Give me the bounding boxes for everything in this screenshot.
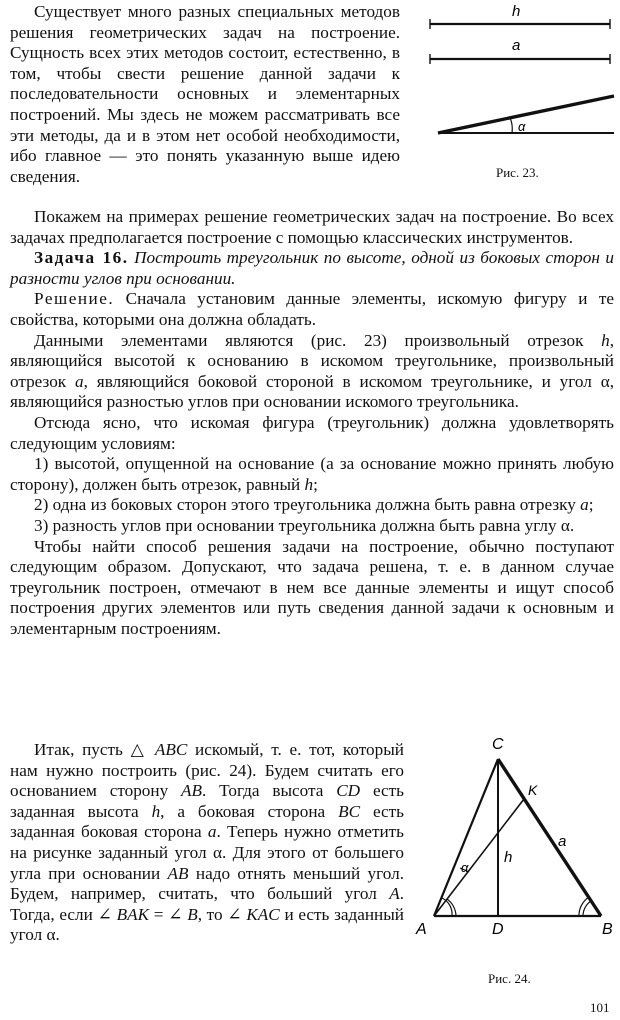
figure-24-caption: Рис. 24. (488, 971, 531, 986)
intro-paragraph: Существует много разных специальных методов решения геометрических задач на построение. Сущность всех этих методов состоит, естественно, в том, чтобы свести решение данной задачи к последовательности основных и элементарных построений. Мы здесь не можем рассматривать все эти методы, да и в этом нет особой необходимости, ибо главное — это понять указанную выше идею сведения. (10, 2, 400, 186)
analysis-A: A (389, 884, 400, 904)
analysis-h: h (151, 801, 161, 821)
given-text-2: , являющийся высотой к основанию в искомом треугольнике, произвольный отрезок (10, 330, 614, 391)
analysis-a: a (207, 822, 217, 842)
analysis-text-1: Итак, пусть △ (34, 740, 155, 759)
analysis-text-7: . Теперь нужно отметить на рисунке заданный угол α. Для этого от большего угла при основании (10, 822, 404, 883)
angle-A-arc-1 (442, 898, 452, 916)
given-text-4: , являющийся разностью углов при основании искомого треугольника. (10, 371, 615, 412)
given-text-1: Данными элементами являются (рис. 23) произвольный отрезок (34, 330, 602, 350)
condition-2-text: 2) одна из боковых сторон этого треугольника должна быть равна отрезку (34, 495, 581, 515)
label-alpha-24: α (461, 860, 469, 875)
page-number: 101 (590, 1000, 610, 1015)
analysis-bc: BC (338, 801, 361, 821)
given-text-3: , являющийся боковой стороной в искомом треугольнике, и угол (83, 371, 601, 391)
label-h-24: h (504, 849, 513, 866)
label-a-24: a (558, 833, 567, 850)
analysis-paragraph (10, 740, 404, 946)
solution-text: Сначала установим данные элементы, искомую фигуру и те свойства, которыми она должна обладать. (10, 289, 614, 329)
figure-23-caption: Рис. 23. (496, 165, 539, 180)
side-AC (434, 759, 498, 916)
analysis-text-9: . Тогда, если ∠ (10, 884, 404, 924)
task-16 (10, 248, 614, 289)
analysis-kac: KAC (246, 904, 280, 924)
condition-3: 3) разность углов при основании треугольника должна быть равна углу α. (34, 515, 575, 535)
analysis-text-10: = ∠ (149, 904, 188, 924)
angle-upper-ray (438, 96, 614, 133)
analysis-ab-2: AB (167, 863, 189, 883)
analysis-text-8: надо отнять меньший угол. Будем, например, считать, что больший угол (10, 863, 404, 904)
analysis-ab: AB (181, 781, 203, 801)
analysis-text-12: и есть заданный угол α. (10, 904, 404, 945)
condition-1-var: h (304, 474, 314, 494)
analysis-text-2: искомый, т. е. тот, который нам нужно построить (рис. 24). Будем считать его основанием сторону (10, 740, 404, 801)
var-alpha: α (600, 371, 610, 391)
figure-24 (412, 732, 620, 950)
angle-B-arc-2 (579, 897, 589, 916)
angle-B-arc-1 (583, 901, 591, 916)
conditions-intro: Отсюда ясно, что искомая фигура (треугольник) должна удовлетворять следующим условиям: (10, 412, 614, 453)
solution-paragraph (10, 289, 614, 330)
analysis-abc: ABC (154, 740, 188, 759)
analysis-B: B (187, 904, 198, 924)
label-C: C (492, 736, 504, 753)
analysis-text-11: , то ∠ (197, 904, 247, 924)
label-h-23: h (512, 3, 521, 20)
task-statement: Построить треугольник по высоте, одной из боковых сторон и разности углов при основании. (10, 248, 614, 288)
condition-2-end: ; (588, 495, 594, 515)
var-a: a (75, 371, 84, 391)
label-alpha-23: α (518, 119, 526, 134)
paragraph-examples: Покажем на примерах решение геометрических задач на построение. Во всех задачах предполагается построение с помощью классических инструментов. (10, 207, 614, 247)
condition-2 (10, 495, 614, 516)
label-K: K (528, 782, 538, 798)
angle-arc (510, 118, 512, 133)
task-label: Задача 16. (34, 248, 129, 268)
label-B: B (602, 921, 613, 938)
given-elements-paragraph (10, 331, 614, 413)
method-paragraph: Чтобы найти способ решения задачи на построение, обычно поступают следующим образом. Допускают, что задача решена, т. е. в данном случае треугольник построен, отмечают в нем все данные элементы и ищут способ построения других элементов или путь сведения данной задачи к основным и элементарным построениям. (10, 536, 614, 638)
analysis-text-3: . Тогда высота (202, 781, 337, 801)
var-h: h (601, 330, 610, 350)
condition-1-end: ; (313, 474, 318, 494)
analysis-text-4: есть заданная высота (10, 781, 404, 821)
analysis-cd: CD (336, 781, 361, 801)
analysis-bak: BAK (116, 904, 150, 924)
analysis-text-6: есть заданная боковая сторона (10, 801, 404, 842)
label-D: D (492, 921, 504, 938)
label-A: A (416, 921, 427, 938)
label-a-23: a (512, 37, 521, 54)
solution-label: Решение. (34, 289, 115, 309)
analysis-text-5: , а боковая сторона (160, 801, 339, 821)
side-BC (498, 759, 601, 916)
main-text-block (10, 207, 614, 639)
condition-1 (10, 454, 614, 495)
figure-23 (420, 0, 620, 190)
condition-1-text: 1) высотой, опущенной на основание (а за основание можно принять любую сторону), должен быть отрезок, равный (10, 454, 614, 494)
condition-2-var: a (580, 495, 589, 515)
